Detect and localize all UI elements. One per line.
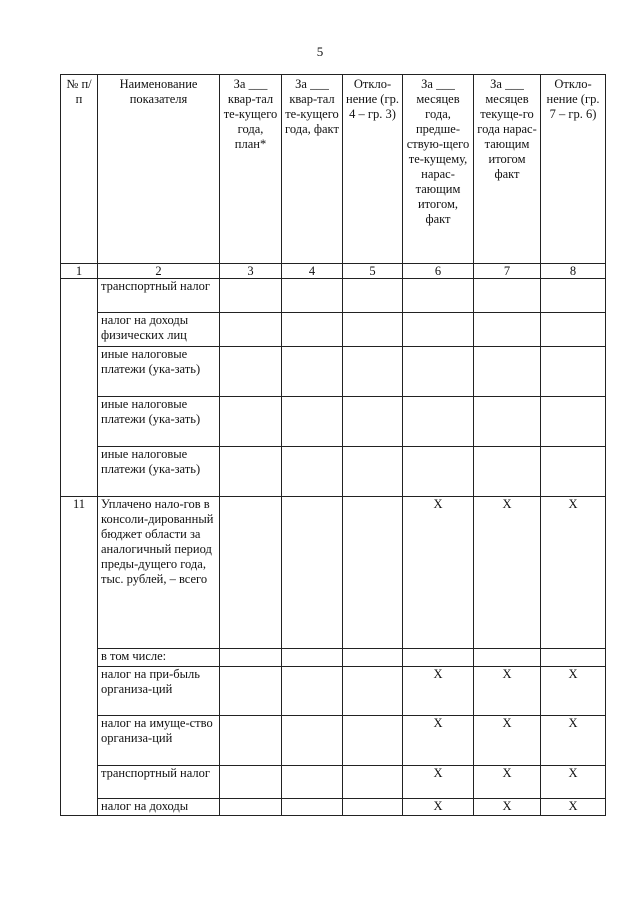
x-mark: Х — [474, 716, 541, 766]
value-cell — [541, 313, 606, 347]
value-cell — [282, 766, 343, 799]
header-number: № п/п — [61, 75, 98, 264]
value-cell — [343, 799, 403, 816]
header-quarter-fact: За ___ квар-тал те-кущего года, факт — [282, 75, 343, 264]
value-cell — [220, 397, 282, 447]
x-mark: Х — [403, 497, 474, 649]
header-indicator-name: Наименование показателя — [98, 75, 220, 264]
value-cell — [220, 447, 282, 497]
value-cell — [343, 447, 403, 497]
value-cell — [282, 649, 343, 667]
value-cell — [220, 667, 282, 716]
column-number: 2 — [98, 264, 220, 279]
indicator-name: налог на доходы — [98, 799, 220, 816]
value-cell — [282, 313, 343, 347]
value-cell — [220, 279, 282, 313]
x-mark: Х — [403, 667, 474, 716]
value-cell — [343, 347, 403, 397]
header-current-year-fact: За ___ месяцев текуще-го года нарас-тающим итогом факт — [474, 75, 541, 264]
x-mark: Х — [541, 497, 606, 649]
table-row — [61, 716, 606, 766]
x-mark: Х — [541, 799, 606, 816]
value-cell — [343, 279, 403, 313]
x-mark: Х — [541, 716, 606, 766]
header-quarter-plan: За ___ квар-тал те-кущего года, план* — [220, 75, 282, 264]
column-number: 1 — [61, 264, 98, 279]
indicator-name: налог на имуще-ство организа-ций — [98, 716, 220, 766]
value-cell — [403, 649, 474, 667]
value-cell — [282, 397, 343, 447]
header-row — [61, 75, 606, 264]
x-mark: Х — [403, 799, 474, 816]
value-cell — [220, 313, 282, 347]
column-numbers-row — [61, 264, 606, 279]
value-cell — [282, 279, 343, 313]
value-cell — [343, 716, 403, 766]
table-row — [61, 799, 606, 816]
value-cell — [541, 447, 606, 497]
x-mark: Х — [541, 766, 606, 799]
header-deviation-4-3: Откло-нение (гр. 4 – гр. 3) — [343, 75, 403, 264]
value-cell — [403, 279, 474, 313]
indicator-name: налог на доходы физических лиц — [98, 313, 220, 347]
value-cell — [343, 497, 403, 649]
indicator-name: налог на при-быль организа-ций — [98, 667, 220, 716]
x-mark: Х — [474, 799, 541, 816]
table-row — [61, 279, 606, 313]
indicator-name: в том числе: — [98, 649, 220, 667]
value-cell — [541, 347, 606, 397]
table-row — [61, 347, 606, 397]
table-row — [61, 397, 606, 447]
x-mark: Х — [474, 497, 541, 649]
value-cell — [220, 716, 282, 766]
value-cell — [220, 649, 282, 667]
x-mark: Х — [403, 716, 474, 766]
page-number: 5 — [316, 44, 324, 59]
table-row — [61, 313, 606, 347]
value-cell — [343, 397, 403, 447]
value-cell — [282, 799, 343, 816]
row-number-cell — [61, 279, 98, 497]
table-row — [61, 447, 606, 497]
x-mark: Х — [403, 766, 474, 799]
value-cell — [282, 497, 343, 649]
value-cell — [541, 649, 606, 667]
value-cell — [220, 766, 282, 799]
value-cell — [343, 649, 403, 667]
value-cell — [343, 313, 403, 347]
column-number: 3 — [220, 264, 282, 279]
column-number: 5 — [343, 264, 403, 279]
indicator-name: иные налоговые платежи (ука-зать) — [98, 347, 220, 397]
value-cell — [220, 497, 282, 649]
value-cell — [474, 313, 541, 347]
value-cell — [343, 766, 403, 799]
value-cell — [282, 716, 343, 766]
indicator-name: Уплачено нало-гов в консоли-дированный бюджет области за аналогичный период преды-дущего года, тыс. рублей, – всего — [98, 497, 220, 649]
value-cell — [541, 397, 606, 447]
value-cell — [403, 347, 474, 397]
value-cell — [343, 667, 403, 716]
table-row-11 — [61, 497, 606, 649]
header-previous-year-fact: За ___ месяцев года, предше-ствую-щего те-кущему, нарас-тающим итогом, факт — [403, 75, 474, 264]
indicator-name: транспортный налог — [98, 766, 220, 799]
table-row — [61, 667, 606, 716]
table-row — [61, 649, 606, 667]
value-cell — [474, 649, 541, 667]
indicator-name: иные налоговые платежи (ука-зать) — [98, 397, 220, 447]
value-cell — [474, 279, 541, 313]
column-number: 8 — [541, 264, 606, 279]
header-deviation-7-6: Откло-нение (гр. 7 – гр. 6) — [541, 75, 606, 264]
value-cell — [282, 347, 343, 397]
value-cell — [220, 347, 282, 397]
value-cell — [403, 397, 474, 447]
value-cell — [474, 397, 541, 447]
column-number: 7 — [474, 264, 541, 279]
x-mark: Х — [474, 667, 541, 716]
column-number: 6 — [403, 264, 474, 279]
value-cell — [403, 313, 474, 347]
table-row — [61, 766, 606, 799]
indicator-name: транспортный налог — [98, 279, 220, 313]
indicator-name: иные налоговые платежи (ука-зать) — [98, 447, 220, 497]
value-cell — [220, 799, 282, 816]
value-cell — [541, 279, 606, 313]
x-mark: Х — [541, 667, 606, 716]
value-cell — [474, 447, 541, 497]
report-table — [60, 74, 606, 816]
value-cell — [282, 667, 343, 716]
value-cell — [403, 447, 474, 497]
row-number-cell: 11 — [61, 497, 98, 816]
value-cell — [474, 347, 541, 397]
value-cell — [282, 447, 343, 497]
x-mark: Х — [474, 766, 541, 799]
column-number: 4 — [282, 264, 343, 279]
